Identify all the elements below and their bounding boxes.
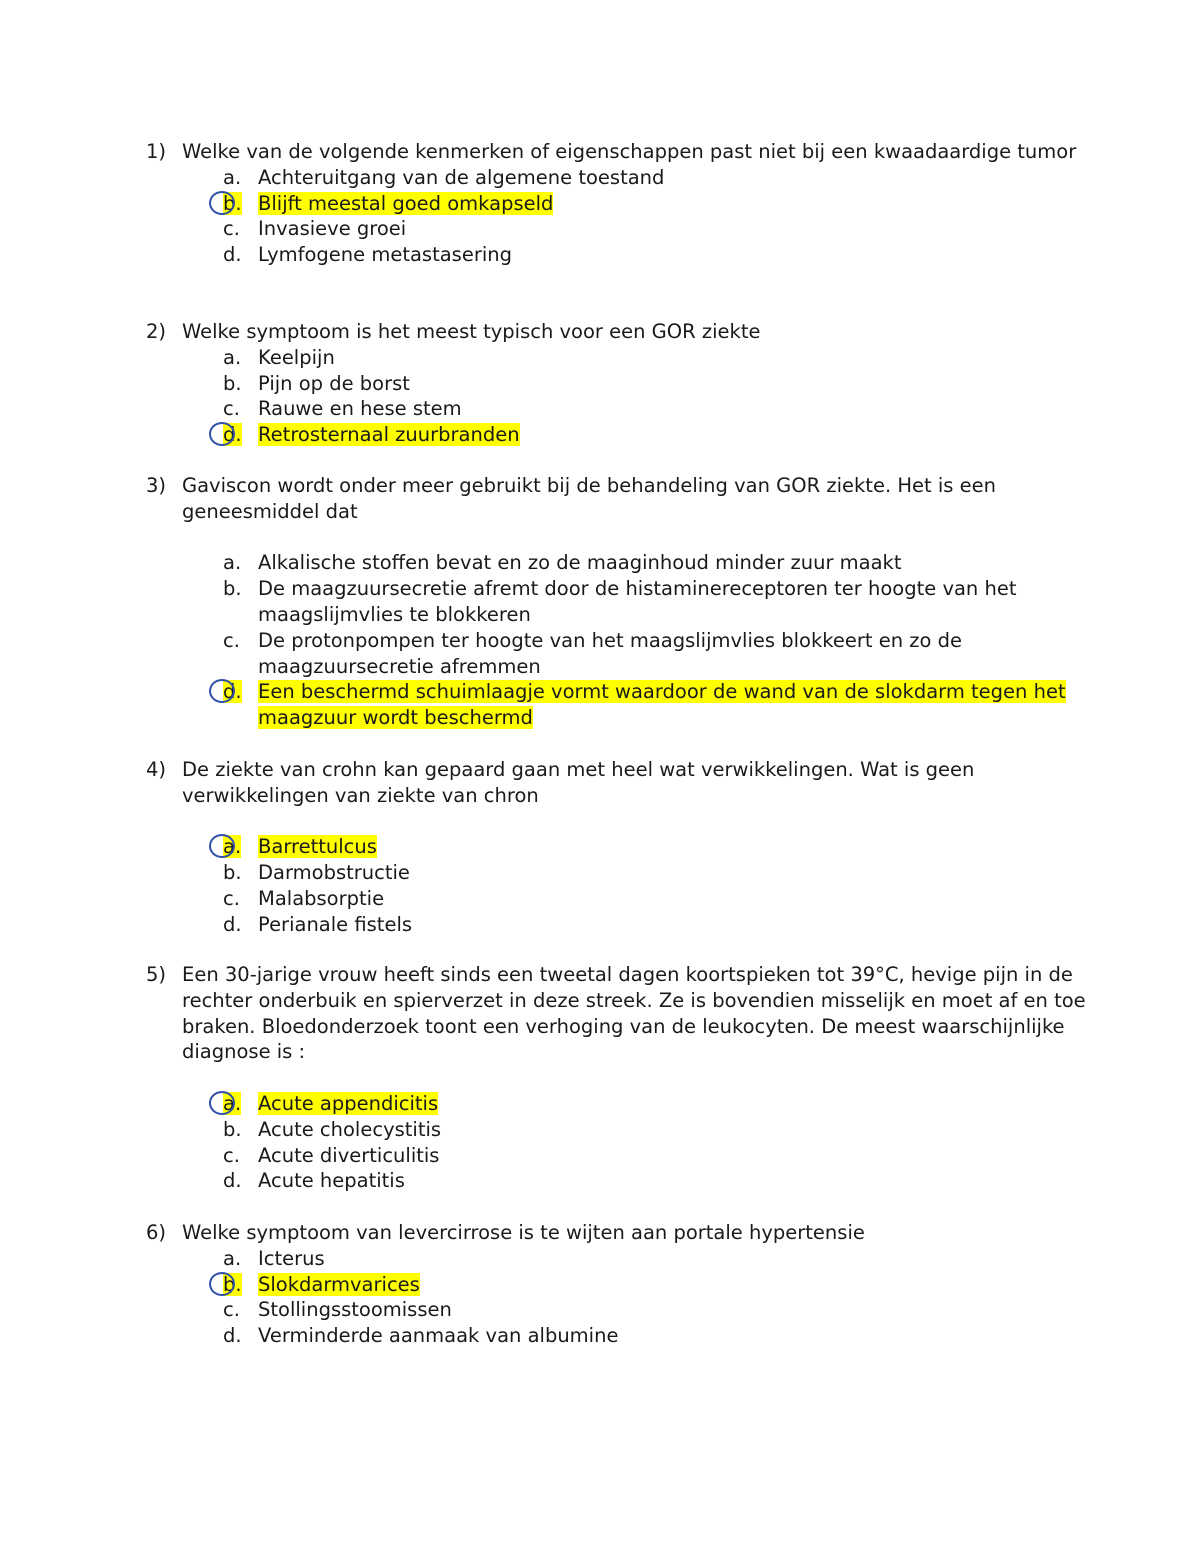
- option-letter: a.: [223, 345, 242, 369]
- question-text: Welke van de volgende kenmerken of eigenschappen past niet bij een kwaadaardige tumor: [182, 140, 1077, 163]
- question-text: Gaviscon wordt onder meer gebruikt bij de behandeling van GOR ziekte. Het is een geneesmiddel dat: [182, 474, 996, 523]
- option-d: [223, 1323, 1096, 1349]
- answer-options: [223, 550, 1096, 731]
- option-letter: c.: [223, 1298, 240, 1322]
- question-6: [146, 1220, 1096, 1349]
- question-number: 6): [146, 1221, 167, 1244]
- answer-circle-mark: [209, 191, 235, 215]
- question-2: [146, 319, 1096, 448]
- option-text-highlighted: Retrosternaal zuurbranden: [258, 423, 520, 447]
- option-letter: c.: [223, 1143, 240, 1167]
- question-number: 3): [146, 474, 167, 497]
- option-text: Perianale fistels: [258, 912, 413, 936]
- option-text-highlighted: Een beschermd schuimlaagje vormt waardoor de wand van de slokdarm tegen het maagzuur wordt beschermd: [258, 680, 1066, 730]
- answer-options: [223, 834, 1096, 937]
- option-text: Invasieve groei: [258, 217, 407, 241]
- option-text: De maagzuursecretie afremt door de histaminereceptoren ter hoogte van het maagslijmvlies te blokkeren: [258, 577, 1017, 626]
- option-c: [223, 886, 1096, 912]
- option-letter: d.: [223, 1169, 242, 1193]
- question-4: [146, 757, 1096, 938]
- question-number: 5): [146, 963, 167, 986]
- option-text: Pijn op de borst: [258, 371, 410, 395]
- option-letter: b.: [223, 1117, 242, 1141]
- option-text: Acute hepatitis: [258, 1169, 405, 1193]
- option-text: Verminderde aanmaak van albumine: [258, 1324, 619, 1348]
- option-text: Acute cholecystitis: [258, 1117, 442, 1141]
- option-letter: a.: [223, 835, 242, 859]
- question-number: 1): [146, 140, 167, 163]
- option-letter: c.: [223, 886, 240, 910]
- option-letter: b.: [223, 191, 242, 215]
- option-text-highlighted: Acute appendicitis: [258, 1091, 439, 1115]
- option-text-highlighted: Slokdarmvarices: [258, 1272, 420, 1296]
- question-text: Welke symptoom van levercirrose is te wijten aan portale hypertensie: [182, 1221, 865, 1244]
- option-letter: a.: [223, 1246, 242, 1270]
- option-d-selected: [223, 422, 1096, 448]
- option-text: Darmobstructie: [258, 861, 410, 885]
- answer-options: [223, 165, 1096, 268]
- option-a-selected: [223, 834, 1096, 860]
- option-b-selected: [223, 1272, 1096, 1298]
- option-text-highlighted: Barrettulcus: [258, 835, 377, 859]
- question-text: Welke symptoom is het meest typisch voor een GOR ziekte: [182, 320, 761, 343]
- option-b: [223, 371, 1096, 397]
- option-a: [223, 550, 1096, 576]
- option-text-highlighted: Blijft meestal goed omkapseld: [258, 191, 554, 215]
- answer-circle-mark: [209, 1091, 235, 1115]
- option-letter: b.: [223, 1272, 242, 1296]
- answer-options: [223, 345, 1096, 448]
- question-text: Een 30-jarige vrouw heeft sinds een tweetal dagen koortspieken tot 39°C, hevige pijn in de rechter onderbuik en spierverzet in deze streek. Ze is bovendien misselijk en moet af en toe braken. Bloedonderzoek toont een verhoging van de leukocyten. De meest waarschijnlijke diagnose is :: [182, 963, 1086, 1064]
- option-a-selected: [223, 1091, 1096, 1117]
- question-5: [146, 962, 1096, 1194]
- option-c: [223, 628, 1096, 680]
- option-c: [223, 1143, 1096, 1169]
- option-letter: a.: [223, 165, 242, 189]
- option-letter: d.: [223, 243, 242, 267]
- option-letter: d.: [223, 1324, 242, 1348]
- option-letter: d.: [223, 423, 242, 447]
- question-number: 2): [146, 320, 167, 343]
- option-b: [223, 576, 1096, 628]
- option-text: Alkalische stoffen bevat en zo de maaginhoud minder zuur maakt: [258, 551, 902, 575]
- option-letter: d.: [223, 912, 242, 936]
- option-b-selected: [223, 191, 1096, 217]
- answer-options: [223, 1091, 1096, 1194]
- option-letter: a.: [223, 551, 242, 575]
- option-text: Keelpijn: [258, 345, 335, 369]
- option-b: [223, 860, 1096, 886]
- option-text: Acute diverticulitis: [258, 1143, 440, 1167]
- option-letter: c.: [223, 628, 240, 652]
- option-c: [223, 216, 1096, 242]
- option-text: Lymfogene metastasering: [258, 243, 513, 267]
- option-text: Stollingsstoomissen: [258, 1298, 452, 1322]
- option-letter: c.: [223, 217, 240, 241]
- option-letter: a.: [223, 1091, 242, 1115]
- option-a: [223, 1246, 1096, 1272]
- option-letter: b.: [223, 861, 242, 885]
- option-letter: d.: [223, 680, 242, 704]
- option-a: [223, 165, 1096, 191]
- question-1: [146, 139, 1096, 268]
- question-3: [146, 473, 1096, 731]
- option-letter: c.: [223, 397, 240, 421]
- option-d: [223, 242, 1096, 268]
- option-c: [223, 1297, 1096, 1323]
- answer-circle-mark: [209, 1272, 235, 1296]
- option-b: [223, 1117, 1096, 1143]
- option-d: [223, 1168, 1096, 1194]
- option-text: De protonpompen ter hoogte van het maagslijmvlies blokkeert en zo de maagzuursecretie afremmen: [258, 628, 962, 678]
- option-letter: b.: [223, 577, 242, 601]
- option-d: [223, 912, 1096, 938]
- question-text: De ziekte van crohn kan gepaard gaan met heel wat verwikkelingen. Wat is geen verwikkelingen van ziekte van chron: [182, 758, 975, 807]
- option-d-selected: [223, 679, 1096, 731]
- option-letter: b.: [223, 371, 242, 395]
- option-text: Achteruitgang van de algemene toestand: [258, 165, 665, 189]
- option-text: Malabsorptie: [258, 886, 385, 910]
- option-text: Icterus: [258, 1246, 325, 1270]
- option-a: [223, 345, 1096, 371]
- option-c: [223, 396, 1096, 422]
- answer-options: [223, 1246, 1096, 1349]
- option-text: Rauwe en hese stem: [258, 397, 462, 421]
- question-number: 4): [146, 758, 167, 781]
